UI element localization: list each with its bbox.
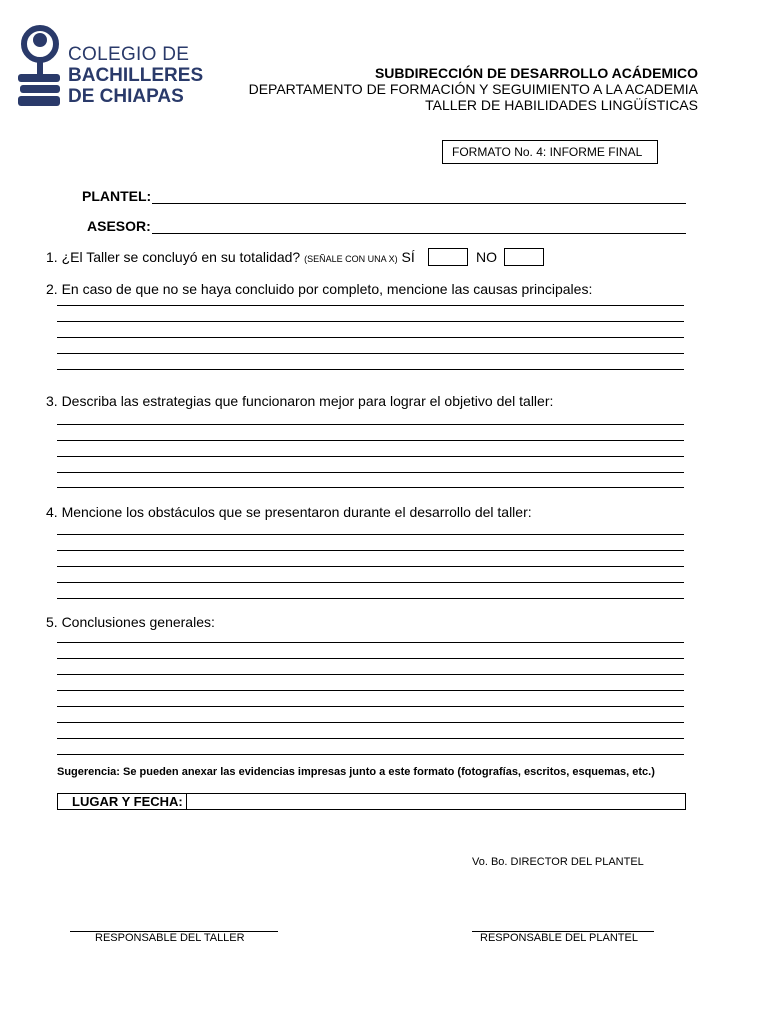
answer-4-line[interactable] xyxy=(57,566,684,567)
answer-5-line[interactable] xyxy=(57,642,684,643)
no-checkbox[interactable] xyxy=(504,248,544,266)
signature-left-label: RESPONSABLE DEL TALLER xyxy=(95,932,245,944)
answer-3-line[interactable] xyxy=(57,424,684,425)
answer-5-line[interactable] xyxy=(57,690,684,691)
logo-text xyxy=(68,44,203,107)
answer-5-line[interactable] xyxy=(57,722,684,723)
plantel-label: PLANTEL: xyxy=(82,188,152,204)
answer-5-line[interactable] xyxy=(57,754,684,755)
school-emblem-icon xyxy=(16,18,64,110)
answer-4-line[interactable] xyxy=(57,550,684,551)
answer-2-line[interactable] xyxy=(57,353,684,354)
question-4: 4. Mencione los obstáculos que se presentaron durante el desarrollo del taller: xyxy=(46,504,532,520)
answer-3-line[interactable] xyxy=(57,487,684,488)
question-3: 3. Describa las estrategias que funcionaron mejor para lograr el objetivo del taller: xyxy=(46,393,554,409)
answer-2-line[interactable] xyxy=(57,369,684,370)
answer-3-line[interactable] xyxy=(57,440,684,441)
school-logo xyxy=(16,18,204,110)
lugar-fecha-label: LUGAR Y FECHA: xyxy=(72,794,183,809)
yes-checkbox[interactable] xyxy=(428,248,468,266)
answer-3-line[interactable] xyxy=(57,472,684,473)
answer-2-line[interactable] xyxy=(57,321,684,322)
header-workshop: TALLER DE HABILIDADES LINGÜÍSTICAS xyxy=(425,97,698,113)
lugar-fecha-field[interactable] xyxy=(188,794,685,809)
header-department: DEPARTAMENTO DE FORMACIÓN Y SEGUIMIENTO A LA ACADEMIA xyxy=(248,81,698,97)
question-2: 2. En caso de que no se haya concluido por completo, mencione las causas principales: xyxy=(46,281,593,297)
answer-5-line[interactable] xyxy=(57,674,684,675)
signature-right-label: RESPONSABLE DEL PLANTEL xyxy=(480,932,638,944)
logo-line-1: COLEGIO DE xyxy=(68,44,190,65)
asesor-label: ASESOR: xyxy=(87,218,151,234)
question-1-hint: (SEÑALE CON UNA X) xyxy=(304,254,398,264)
question-5: 5. Conclusiones generales: xyxy=(46,614,215,630)
answer-5-line[interactable] xyxy=(57,658,684,659)
lugar-fecha-row xyxy=(57,793,686,810)
question-1 xyxy=(46,249,415,265)
header-title: SUBDIRECCIÓN DE DESARROLLO ACÁDEMICO xyxy=(374,65,698,81)
answer-4-line[interactable] xyxy=(57,534,684,535)
answer-2-line[interactable] xyxy=(57,337,684,338)
suggestion-note: Sugerencia: Se pueden anexar las evidencias impresas junto a este formato (fotografías, escritos, esquemas, etc.) xyxy=(57,766,655,778)
asesor-field[interactable] xyxy=(152,233,686,234)
question-1-no-label: NO xyxy=(476,249,497,265)
lugar-fecha-divider xyxy=(186,794,187,809)
answer-5-line[interactable] xyxy=(57,738,684,739)
answer-4-line[interactable] xyxy=(57,598,684,599)
logo-line-2: BACHILLERES xyxy=(68,65,204,86)
question-1-text: 1. ¿El Taller se concluyó en su totalidad? xyxy=(46,249,301,265)
answer-3-line[interactable] xyxy=(57,456,684,457)
logo-line-3: DE CHIAPAS xyxy=(68,86,184,107)
answer-5-line[interactable] xyxy=(57,706,684,707)
answer-4-line[interactable] xyxy=(57,582,684,583)
format-label-box: FORMATO No. 4: INFORME FINAL xyxy=(442,140,658,164)
answer-2-line[interactable] xyxy=(57,305,684,306)
vobo-label: Vo. Bo. DIRECTOR DEL PLANTEL xyxy=(472,856,644,868)
question-1-yes-label: SÍ xyxy=(401,249,415,265)
plantel-field[interactable] xyxy=(152,203,686,204)
